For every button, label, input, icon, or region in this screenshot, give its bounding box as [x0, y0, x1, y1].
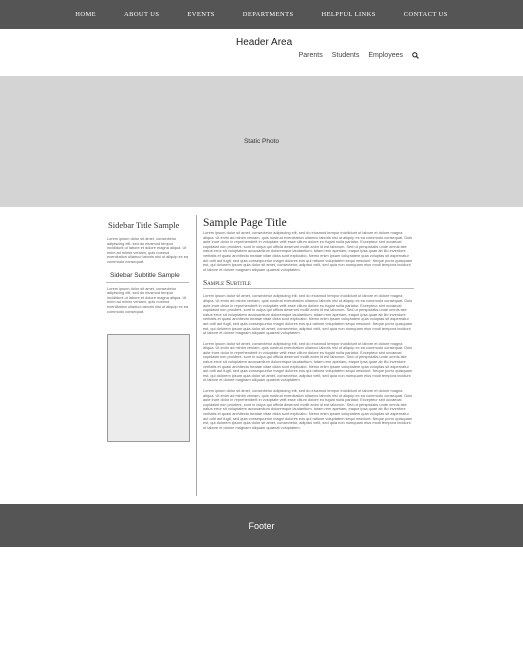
hero-static-photo — [0, 76, 523, 207]
footer — [0, 504, 523, 547]
body-paragraph: Lorem ipsum dolor sit amet, consectetur adipiscing elit, sed do eiusmod tempor incididunt ut labore et dolore magna aliqua. Ut enim ad minim veniam, quis nostrud exercitation ullamco laboris nisi ut aliquip ex ea commodo consequat. Duis aute irure dolor in reprehenderit in voluptate velit esse cillum dolore eu fugiat nulla pariatur. Excepteur sint occaecat cupidatat non proident, sunt in culpa qui officia deserunt mollit anim id est laborum. Sed ut perspiciatis unde omnis iste natus error sit voluptatem accusantium doloremque laudantium, totam rem aperiam, eaque ipsa quae ab illo inventore veritatis et quasi architecto beatae vitae dicta sunt explicabo. Nemo enim ipsam voluptatem quia voluptas sit aspernatur aut odit aut fugit, sed quia consequuntur magni dolores eos qui ratione voluptatem sequi nesciunt. Neque porro quisquam est, qui dolorem ipsum quia dolor sit amet, consectetur, adipisci velit, sed quia non numquam eius modi tempora incidunt ut labore et dolore magnam aliquam quaerat voluptatem. — [203, 340, 413, 383]
intro-paragraph: Lorem ipsum dolor sit amet, consectetur adipiscing elit, sed do eiusmod tempor incididunt ut labore et dolore magna aliqua. Ut enim ad minim veniam, quis nostrud exercitation ullamco laboris nisi ut aliquip ex ea commodo consequat. Duis aute irure dolor in reprehenderit in voluptate velit esse cillum dolore eu fugiat nulla pariatur. Excepteur sint occaecat cupidatat non proident, sunt in culpa qui officia deserunt mollit anim id est laborum. Sed ut perspiciatis unde omnis iste natus error sit voluptatem accusantium doloremque laudantium, totam rem aperiam, eaque ipsa quae ab illo inventore veritatis et quasi architecto beatae vitae dicta sunt explicabo. Nemo enim ipsam voluptatem quia voluptas sit aspernatur aut odit aut fugit, sed quia consequuntur magni dolores eos qui ratione voluptatem sequi nesciunt. Neque porro quisquam est, qui dolorem ipsum quia dolor sit amet, consectetur, adipisci velit, sed quia non numquam eius modi tempora incidunt ut labore et dolore magnam aliquam quaerat voluptatem. — [203, 230, 413, 272]
header-links — [299, 52, 419, 59]
nav-item-events[interactable]: EVENTS — [187, 11, 215, 18]
sidebar — [106, 217, 189, 314]
search-icon[interactable] — [412, 52, 419, 59]
header-link-parents[interactable]: Parents — [298, 52, 323, 59]
page-subtitle: Sample Subtitle — [203, 278, 251, 288]
page-title: Sample Page Title — [203, 217, 287, 229]
top-navigation — [0, 0, 523, 29]
nav-item-contact-us[interactable]: CONTACT US — [403, 11, 448, 18]
header-link-students[interactable]: Students — [331, 52, 360, 59]
header — [0, 29, 523, 76]
header-link-employees[interactable]: Employees — [368, 52, 403, 59]
sidebar-text: Lorem ipsum dolor sit amet, consectetur adipiscing elit, sed do eiusmod tempor incididunt ut labore et dolore magna aliqua. Ut enim ad minim veniam, quis nostrud exercitation ullamco laboris nisi ut aliquip ex ea commodo consequat. — [107, 236, 189, 264]
body-paragraph: Lorem ipsum dolor sit amet, consectetur adipiscing elit, sed do eiusmod tempor incididunt ut labore et dolore magna aliqua. Ut enim ad minim veniam, quis nostrud exercitation ullamco laboris nisi ut aliquip ex ea commodo consequat. Duis aute irure dolor in reprehenderit in voluptate velit esse cillum dolore eu fugiat nulla pariatur. Excepteur sint occaecat cupidatat non proident, sunt in culpa qui officia deserunt mollit anim id est laborum. Sed ut perspiciatis unde omnis iste natus error sit voluptatem accusantium doloremque laudantium, totam rem aperiam, eaque ipsa quae ab illo inventore veritatis et quasi architecto beatae vitae dicta sunt explicabo. Nemo enim ipsam voluptatem quia voluptas sit aspernatur aut odit aut fugit, sed quia consequuntur magni dolores eos qui ratione voluptatem sequi nesciunt. Neque porro quisquam est, qui dolorem ipsum quia dolor sit amet, consectetur, adipisci velit, sed quia non numquam eius modi tempora incidunt ut labore et dolore magnam aliquam quaerat voluptatem. — [203, 293, 413, 336]
hero-label: Static Photo — [243, 138, 280, 145]
sidebar-image-placeholder — [107, 334, 190, 442]
main-content — [203, 217, 414, 436]
nav-item-about-us[interactable]: ABOUT US — [124, 11, 160, 18]
column-divider — [196, 215, 197, 496]
page-bottom-whitespace — [0, 547, 523, 669]
subtitle-divider — [203, 288, 414, 289]
nav-item-helpful-links[interactable]: HELPFUL LINKS — [321, 11, 376, 18]
sidebar-text: Lorem ipsum dolor sit amet, consectetur adipiscing elit, sed do eiusmod tempor incididunt ut labore et dolore magna aliqua. Ut enim ad minim veniam, quis nostrud exercitation ullamco laboris nisi ut aliquip ex ea commodo consequat. — [107, 285, 189, 314]
content-area — [0, 207, 523, 504]
nav-item-home[interactable]: HOME — [75, 11, 96, 18]
sidebar-subtitle: Sidebar Subtitle Sample — [110, 271, 180, 279]
nav-item-departments[interactable]: DEPARTMENTS — [242, 11, 294, 18]
footer-label: Footer — [248, 520, 275, 531]
sidebar-divider — [106, 282, 189, 283]
body-paragraph: Lorem ipsum dolor sit amet, consectetur adipiscing elit, sed do eiusmod tempor incididunt ut labore et dolore magna aliqua. Ut enim ad minim veniam, quis nostrud exercitation ullamco laboris nisi ut aliquip ex ea commodo consequat. Duis aute irure dolor in reprehenderit in voluptate velit esse cillum dolore eu fugiat nulla pariatur. Excepteur sint occaecat cupidatat non proident, sunt in culpa qui officia deserunt mollit anim id est laborum. Sed ut perspiciatis unde omnis iste natus error sit voluptatem accusantium doloremque laudantium, totam rem aperiam, eaque ipsa quae ab illo inventore veritatis et quasi architecto beatae vitae dicta sunt explicabo. Nemo enim ipsam voluptatem quia voluptas sit aspernatur aut odit aut fugit, sed quia consequuntur magni dolores eos qui ratione voluptatem sequi nesciunt. Neque porro quisquam est, qui dolorem ipsum quia dolor sit amet, consectetur, adipisci velit, sed quia non numquam eius modi tempora incidunt ut labore et dolore magnam aliquam quaerat voluptatem. — [203, 388, 413, 430]
sidebar-title: Sidebar Title Sample — [108, 220, 180, 230]
header-title: Header Area — [236, 37, 293, 48]
